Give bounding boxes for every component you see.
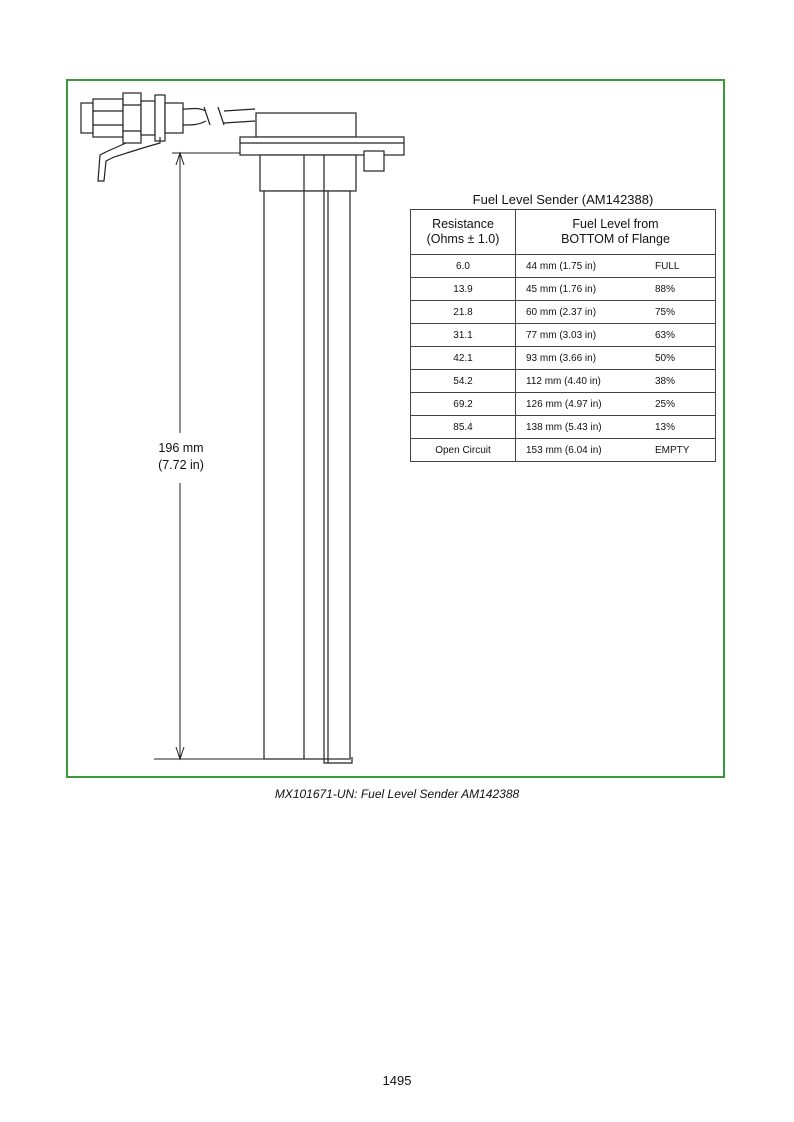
table-row <box>411 370 716 393</box>
cell-fuel-level <box>516 301 716 324</box>
cell-resistance: 42.1 <box>411 347 516 370</box>
level-measurement: 138 mm (5.43 in) <box>526 421 602 433</box>
page-number: 1495 <box>382 1073 412 1088</box>
level-percent: 25% <box>655 398 676 410</box>
table-title: Fuel Level Sender (AM142388) <box>472 192 654 207</box>
table-row <box>411 416 716 439</box>
resistance-table <box>410 209 716 462</box>
dimension-mm-label: 196 mm <box>158 441 204 455</box>
cell-resistance: 54.2 <box>411 370 516 393</box>
level-measurement: 44 mm (1.75 in) <box>526 260 597 272</box>
figure-frame <box>66 79 725 778</box>
table-row <box>411 393 716 416</box>
cell-resistance: 21.8 <box>411 301 516 324</box>
dimension-in-label: (7.72 in) <box>158 458 204 472</box>
table-row <box>411 278 716 301</box>
cell-resistance: 69.2 <box>411 393 516 416</box>
level-measurement: 45 mm (1.76 in) <box>526 283 597 295</box>
level-percent: 50% <box>655 352 676 364</box>
cell-resistance: 85.4 <box>411 416 516 439</box>
header-resistance <box>411 210 516 255</box>
sender-tube <box>264 191 352 763</box>
level-measurement: 126 mm (4.97 in) <box>526 398 602 410</box>
table-header-row <box>411 210 716 255</box>
cell-resistance: Open Circuit <box>411 439 516 462</box>
header-resistance-line1: Resistance <box>432 217 494 231</box>
cell-fuel-level <box>516 439 716 462</box>
level-percent: FULL <box>655 260 680 272</box>
level-percent: 75% <box>655 306 676 318</box>
figure-caption: MX101671-UN: Fuel Level Sender AM142388 <box>274 787 520 801</box>
level-measurement: 112 mm (4.40 in) <box>526 375 601 387</box>
level-percent: 38% <box>655 375 676 387</box>
table-row <box>411 347 716 370</box>
header-level-line1: Fuel Level from <box>572 217 659 231</box>
cell-resistance: 6.0 <box>411 255 516 278</box>
cell-fuel-level <box>516 324 716 347</box>
dimension-196mm <box>154 153 264 759</box>
level-percent: 63% <box>655 329 676 341</box>
cell-fuel-level <box>516 255 716 278</box>
table-row <box>411 301 716 324</box>
connector-plug <box>81 93 255 181</box>
cell-fuel-level <box>516 278 716 301</box>
cell-fuel-level <box>516 416 716 439</box>
table-row <box>411 255 716 278</box>
level-measurement: 93 mm (3.66 in) <box>526 352 597 364</box>
header-resistance-line2: (Ohms ± 1.0) <box>426 232 500 246</box>
sender-head <box>240 113 404 191</box>
level-percent: 13% <box>655 421 676 433</box>
level-percent: 88% <box>655 283 676 295</box>
level-measurement: 60 mm (2.37 in) <box>526 306 597 318</box>
header-level-line2: BOTTOM of Flange <box>561 232 670 246</box>
header-fuel-level <box>516 210 716 255</box>
table-row <box>411 439 716 462</box>
cell-resistance: 13.9 <box>411 278 516 301</box>
cell-fuel-level <box>516 347 716 370</box>
cell-fuel-level <box>516 393 716 416</box>
fuel-level-sender-table <box>410 191 716 462</box>
table-row <box>411 324 716 347</box>
level-measurement: 77 mm (3.03 in) <box>526 329 597 341</box>
level-measurement: 153 mm (6.04 in) <box>526 444 602 456</box>
cell-fuel-level <box>516 370 716 393</box>
cell-resistance: 31.1 <box>411 324 516 347</box>
table-body <box>411 255 716 462</box>
level-percent: EMPTY <box>655 444 690 456</box>
